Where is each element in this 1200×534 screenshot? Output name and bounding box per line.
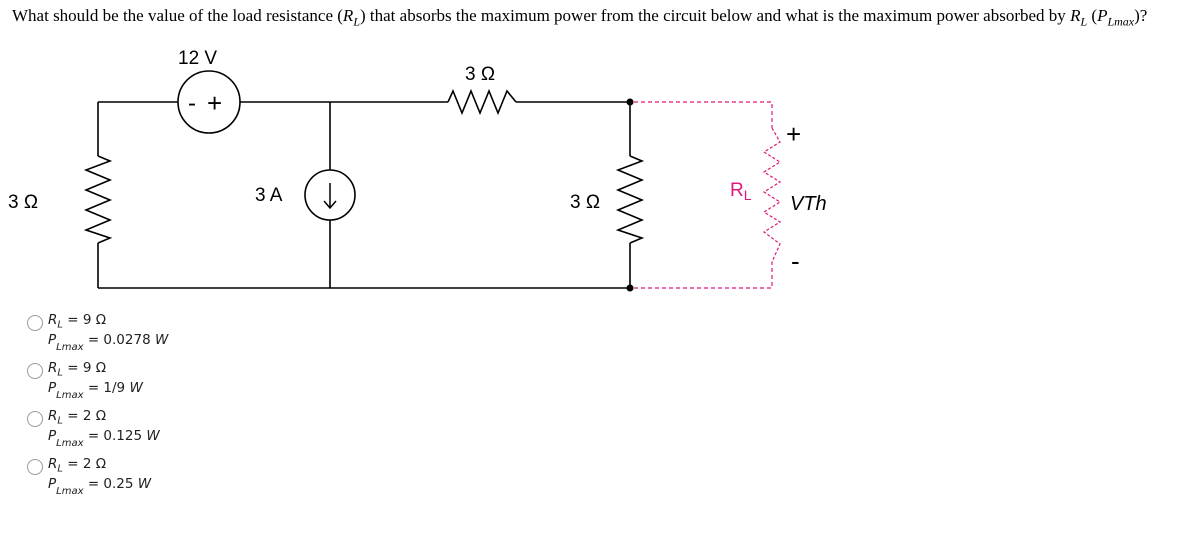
- option-3-rl: [48, 408, 106, 427]
- option-2-rl-sub: L: [57, 367, 63, 379]
- option-4-radio[interactable]: [27, 459, 43, 475]
- option-2[interactable]: [0, 356, 200, 404]
- question-rl-sub: L: [353, 14, 360, 29]
- option-2-rl-value: = 9 Ω: [67, 360, 107, 376]
- option-1[interactable]: [0, 308, 200, 356]
- option-2-rl-prefix: R: [48, 360, 58, 376]
- load-label: [730, 180, 752, 203]
- right-resistor-label: 3 Ω: [570, 192, 601, 213]
- question-rl2: R: [1070, 6, 1081, 25]
- question-part4: )?: [1134, 6, 1148, 25]
- option-4-rl: [48, 456, 106, 475]
- left-resistor-label: 3 Ω: [8, 192, 39, 213]
- option-2-pl: [48, 380, 143, 401]
- option-1-pl-prefix: P: [48, 332, 57, 348]
- top-resistor-label: 3 Ω: [465, 64, 496, 85]
- option-4-rl-prefix: R: [48, 456, 58, 472]
- option-3-radio[interactable]: [27, 411, 43, 427]
- left-resistor-icon: [86, 156, 110, 243]
- top-resistor-icon: [448, 91, 516, 113]
- option-4-rl-sub: L: [57, 463, 63, 475]
- option-1-rl: [48, 312, 106, 331]
- option-3-pl-unit: W: [146, 428, 160, 444]
- top-terminal-node: [627, 99, 634, 106]
- option-1-radio[interactable]: [27, 315, 43, 331]
- question-part3: (: [1087, 6, 1098, 25]
- load-label-r: R: [730, 180, 744, 201]
- current-source-label: 3 A: [255, 185, 283, 206]
- option-2-rl: [48, 360, 106, 379]
- option-4[interactable]: [0, 452, 200, 500]
- option-1-pl-sub: Lmax: [56, 342, 84, 353]
- option-3-pl-value: = 0.125: [87, 428, 143, 444]
- option-3-rl-value: = 2 Ω: [67, 408, 107, 424]
- vth-minus: -: [791, 246, 800, 276]
- option-1-pl-unit: W: [154, 332, 169, 348]
- option-2-pl-unit: W: [129, 380, 143, 396]
- option-4-pl-value: = 0.25: [87, 476, 134, 492]
- voltage-source-plus: +: [207, 88, 223, 118]
- question-rl: R: [342, 6, 354, 25]
- option-4-rl-value: = 2 Ω: [67, 456, 107, 472]
- bottom-terminal-node: [627, 285, 634, 292]
- option-2-radio[interactable]: [27, 363, 43, 379]
- option-3-pl: [48, 428, 160, 449]
- voltage-source-label: 12 V: [178, 48, 218, 69]
- vth-plus: +: [786, 119, 802, 149]
- load-resistor-icon: [764, 128, 780, 262]
- vth-label: VTh: [790, 193, 827, 215]
- option-1-rl-value: = 9 Ω: [67, 312, 107, 328]
- circuit-wires: [98, 102, 630, 288]
- question-rl2-sub: L: [1080, 14, 1088, 29]
- option-1-pl: [48, 332, 169, 353]
- question-pl-sub: Lmax: [1107, 14, 1135, 29]
- voltage-source-minus: -: [188, 90, 196, 117]
- option-4-pl-unit: W: [137, 476, 152, 492]
- option-3[interactable]: [0, 404, 200, 452]
- option-3-pl-sub: Lmax: [56, 438, 84, 449]
- option-1-rl-prefix: R: [48, 312, 58, 328]
- option-1-pl-value: = 0.0278: [87, 332, 151, 348]
- option-3-pl-prefix: P: [48, 428, 57, 444]
- option-3-rl-prefix: R: [48, 408, 58, 424]
- option-4-pl: [48, 476, 152, 497]
- option-2-pl-sub: Lmax: [56, 390, 84, 401]
- load-label-sub: L: [743, 187, 752, 203]
- option-4-pl-prefix: P: [48, 476, 57, 492]
- right-resistor-icon: [618, 156, 642, 243]
- question-pl: P: [1097, 6, 1108, 25]
- option-1-rl-sub: L: [57, 319, 63, 331]
- option-4-pl-sub: Lmax: [56, 486, 84, 497]
- question-part1: What should be the value of the load resistance (: [12, 6, 343, 25]
- option-2-pl-prefix: P: [48, 380, 57, 396]
- option-3-rl-sub: L: [57, 415, 63, 427]
- option-2-pl-value: = 1/9: [87, 380, 126, 396]
- question-part2: ) that absorbs the maximum power from the circuit below and what is the maximum power absorbed by: [360, 6, 1071, 25]
